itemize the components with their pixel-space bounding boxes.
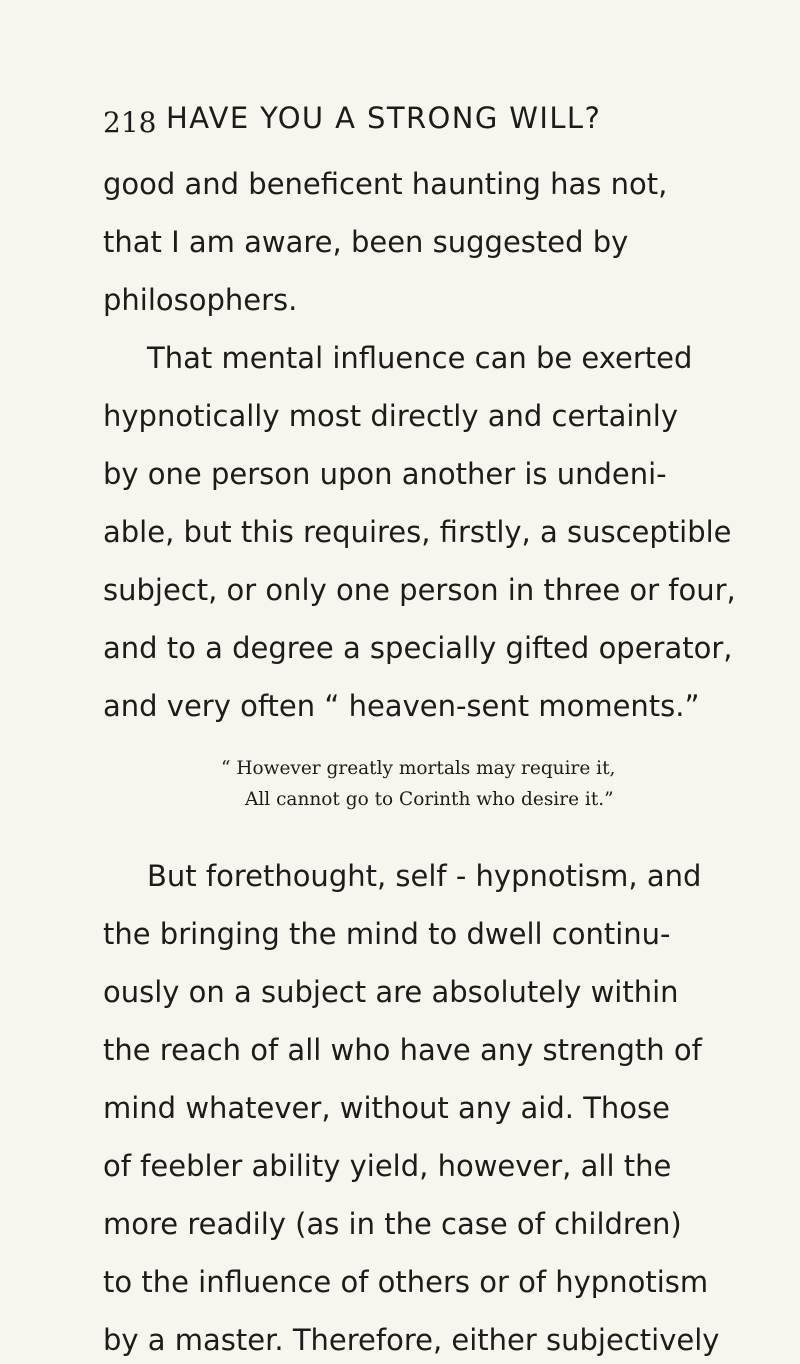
text-line: hypnotically most directly and certainly [103,399,679,433]
text-line: more readily (as in the case of children) [103,1207,682,1241]
text-line: to the influence of others or of hypnotism [103,1265,709,1299]
text-line: able, but this requires, firstly, a susceptible [103,515,732,549]
text-line: that I am aware, been suggested by [103,225,629,259]
text-line: That mental influence can be exerted [147,341,693,375]
text-line: good and beneficent haunting has not, [103,167,668,201]
text-line: mind whatever, without any aid. Those [103,1091,670,1125]
text-line: the bringing the mind to dwell continu- [103,917,671,951]
text-line: and very often “ heaven-sent moments.” [103,689,700,723]
text-line: subject, or only one person in three or four, [103,573,736,607]
text-line: But forethought, self - hypnotism, and [147,859,702,893]
text-line: by a master. Therefore, either subjectively [103,1323,720,1357]
text-line: by one person upon another is undeni- [103,457,667,491]
page-number: 218 [103,106,157,139]
quote-line: “ However greatly mortals may require it, [221,758,616,779]
text-line: philosophers. [103,283,298,317]
text-line: ously on a subject are absolutely within [103,975,679,1009]
running-title: HAVE YOU A STRONG WILL? [166,101,602,135]
text-line: and to a degree a specially gifted operator, [103,631,733,665]
quote-line: All cannot go to Corinth who desire it.” [245,789,614,810]
text-line: the reach of all who have any strength of [103,1033,702,1067]
page-header [103,101,713,151]
text-line: of feebler ability yield, however, all the [103,1149,672,1183]
